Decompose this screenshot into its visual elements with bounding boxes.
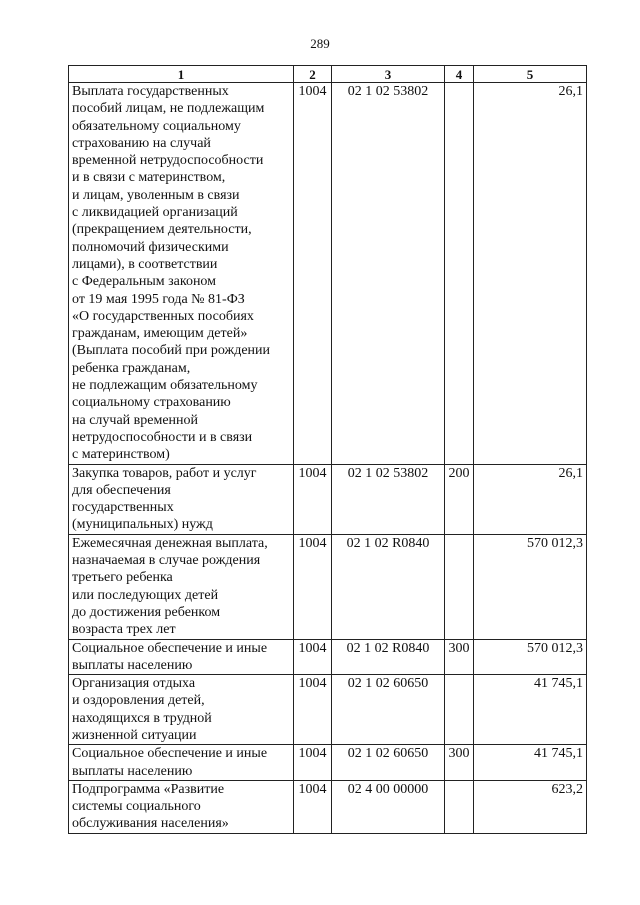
row-target-code: 02 1 02 R0840 <box>332 534 445 639</box>
table-row <box>69 745 587 781</box>
row-amount: 570 012,3 <box>474 639 587 675</box>
row-expense-type: 300 <box>445 639 474 675</box>
row-section: 1004 <box>294 675 332 745</box>
row-section: 1004 <box>294 83 332 465</box>
row-target-code: 02 1 02 60650 <box>332 675 445 745</box>
table-row <box>69 534 587 639</box>
row-expense-type <box>445 675 474 745</box>
table-row <box>69 780 587 833</box>
budget-table <box>68 65 587 834</box>
row-amount: 26,1 <box>474 464 587 534</box>
page-number: 289 <box>310 36 330 51</box>
header-col-4: 4 <box>445 66 474 83</box>
row-expense-type <box>445 780 474 833</box>
row-name: Подпрограмма «Развитие системы социального обслуживания населения» <box>69 780 294 833</box>
row-section: 1004 <box>294 780 332 833</box>
row-expense-type <box>445 534 474 639</box>
row-section: 1004 <box>294 639 332 675</box>
row-section: 1004 <box>294 534 332 639</box>
header-col-5: 5 <box>474 66 587 83</box>
table-header <box>69 66 587 83</box>
row-amount: 623,2 <box>474 780 587 833</box>
table-row <box>69 464 587 534</box>
row-section: 1004 <box>294 464 332 534</box>
row-name: Социальное обеспечение и иные выплаты населению <box>69 639 294 675</box>
header-col-2: 2 <box>294 66 332 83</box>
table-row <box>69 83 587 465</box>
header-col-3: 3 <box>332 66 445 83</box>
table-row <box>69 675 587 745</box>
row-section: 1004 <box>294 745 332 781</box>
row-expense-type: 200 <box>445 464 474 534</box>
table-row <box>69 639 587 675</box>
row-amount: 41 745,1 <box>474 745 587 781</box>
row-amount: 26,1 <box>474 83 587 465</box>
row-target-code: 02 1 02 60650 <box>332 745 445 781</box>
header-col-1: 1 <box>69 66 294 83</box>
row-target-code: 02 1 02 53802 <box>332 83 445 465</box>
header-row <box>69 66 587 83</box>
row-amount: 570 012,3 <box>474 534 587 639</box>
row-name: Закупка товаров, работ и услуг для обеспечения государственных (муниципальных) нужд <box>69 464 294 534</box>
row-target-code: 02 1 02 53802 <box>332 464 445 534</box>
row-name: Ежемесячная денежная выплата, назначаемая в случае рождения третьего ребенка или последующих детей до достижения ребенком возраста трех лет <box>69 534 294 639</box>
table-body <box>69 83 587 834</box>
row-target-code: 02 4 00 00000 <box>332 780 445 833</box>
row-name: Социальное обеспечение и иные выплаты населению <box>69 745 294 781</box>
row-expense-type: 300 <box>445 745 474 781</box>
row-target-code: 02 1 02 R0840 <box>332 639 445 675</box>
row-name: Организация отдыха и оздоровления детей, находящихся в трудной жизненной ситуации <box>69 675 294 745</box>
row-amount: 41 745,1 <box>474 675 587 745</box>
row-name: Выплата государственных пособий лицам, не подлежащим обязательному социальному страхованию на случай временной нетрудоспособности и в связи с материнством, и лицам, уволенным в связи с ликвидацией организаций (прекращением деятельности, полномочий физическими лицами), в соответствии с Федеральным законом от 19 мая 1995 года № 81-ФЗ «О государственных пособиях гражданам, имеющим детей» (Выплата пособий при рождении ребенка гражданам, не подлежащим обязательному социальному страхованию на случай временной нетрудоспособности и в связи с материнством) <box>69 83 294 465</box>
row-expense-type <box>445 83 474 465</box>
